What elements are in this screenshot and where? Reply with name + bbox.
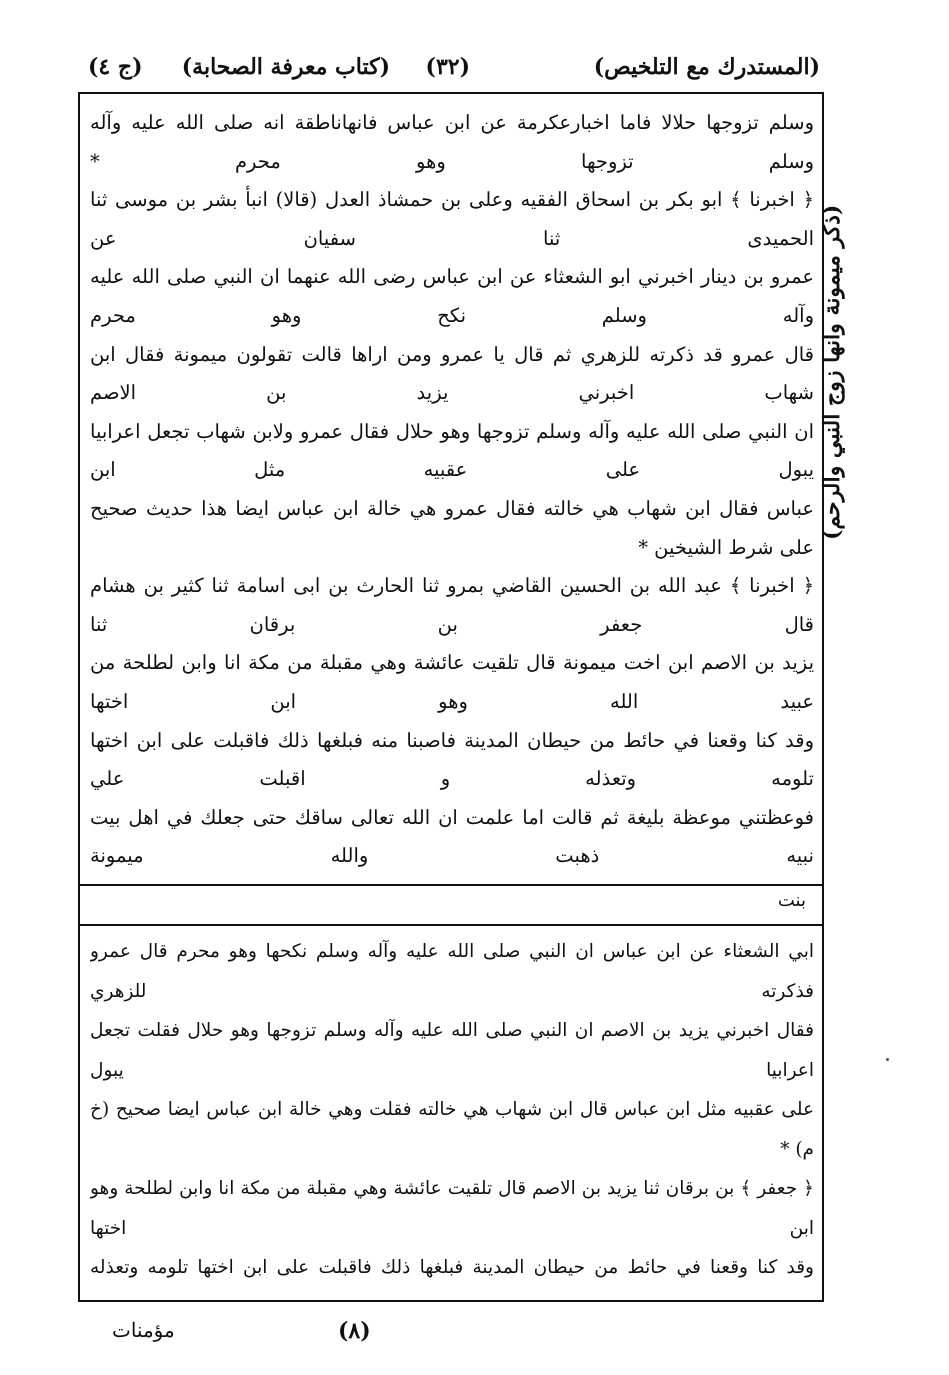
- text-line: وقد كنا وقعنا في حائط من حيطان المدينة فبلغها ذلك فاقبلت على ابن اختها تلومه وتعذله: [90, 1257, 814, 1278]
- catchword-upper: بنت: [777, 890, 806, 911]
- text-line: يزيد بن الاصم ابن اخت ميمونة قال تلقيت عائشة وهي مقبلة من مكة انا وابن لطلحة من عبيد الله وهو ابن اختها: [90, 651, 814, 713]
- chapter-title: (كتاب معرفة الصحابة): [181, 54, 390, 80]
- text-frame: [78, 92, 824, 1302]
- section-divider: [80, 884, 822, 886]
- text-line: على عقبيه مثل ابن عباس قال ابن شهاب هي خالته فقلت وهي خالة ابن عباس ايضا صحيح (خ م) *: [90, 1099, 814, 1160]
- text-line: وقد كنا وقعنا في حائط من حيطان المدينة فاصبنا منه فبلغها ذلك فاقبلت على ابن اختها تلومه وتعذله و اقبلت علي: [90, 728, 814, 791]
- text-line: ابي الشعثاء عن ابن عباس ان النبي صلى الله عليه وآله وسلم نكحها وهو محرم قال عمرو فذكرته للزهري: [90, 941, 814, 1002]
- catchword-footer: مؤمنات: [112, 1318, 175, 1342]
- text-line: ﴿ اخبرنا ﴾ ابو بكر بن اسحاق الفقيه وعلى بن حمشاذ العدل (قالا) انبأ بشر بن موسى ثنا الحميدى ثنا سفيان عن: [90, 188, 814, 250]
- text-line: فوعظتني موعظة بليغة ثم قالت اما علمت ان الله تعالى ساقك حتى جعلك في اهل بيت نبيه ذهبت والله ميمونة: [90, 805, 814, 868]
- page-header: [78, 48, 826, 94]
- scan-speck: [886, 1058, 889, 1061]
- text-line: [90, 876, 814, 884]
- main-text: [90, 104, 814, 884]
- text-line: فقال اخبرني يزيد بن الاصم ان النبي صلى الله عليه وآله وسلم تزوجها وهو حلال فقلت تجعل اعرابيا يبول: [90, 1020, 814, 1081]
- folio-number: (٨): [338, 1318, 371, 1344]
- summary-text: [90, 932, 814, 1294]
- text-line: عباس فقال ابن شهاب هي خالته فقال عمرو هي خالة ابن عباس ايضا هذا حديث صحيح على شرط الشيخين *: [90, 496, 814, 559]
- text-line: وسلم تزوجها حلالا فاما اخبارعكرمة عن ابن عباس فانهاناطقة انه صلى الله عليه وآله وسلم تزوجها وهو محرم *: [90, 111, 814, 173]
- page-number: (٣٢): [425, 54, 470, 80]
- text-line: ﴿ جعفر ﴾ بن برقان ثنا يزيد بن الاصم قال تلقيت عائشة وهي مقبلة من مكة انا وابن لطلحة وهو ابن اختها: [90, 1178, 814, 1239]
- book-title: (المستدرك مع التلخيص): [593, 54, 820, 80]
- text-line: عمرو بن دينار اخبرني ابو الشعثاء عن ابن عباس رضى الله عنهما ان النبي صلى الله عليه وآله وسلم نكح وهو محرم: [90, 265, 814, 327]
- text-line: قال عمرو قد ذكرته للزهري ثم قال يا عمرو ومن اراها قالت تقولون ميمونة فقال ابن شهاب اخبرني يزيد بن الاصم: [90, 342, 814, 405]
- section-divider: [80, 924, 822, 926]
- text-line: ﴿ اخبرنا ﴾ عبد الله بن الحسين القاضي بمرو ثنا الحارث بن ابى اسامة ثنا كثير بن هشام قال جعفر بن برقان ثنا: [90, 574, 814, 636]
- text-line: ان النبي صلى الله عليه وآله وسلم تزوجها وهو حلال فقال عمرو ولابن شهاب تجعل اعرابيا يبول على عقبيه مثل ابن: [90, 419, 814, 482]
- margin-note: (ذكر ميمونة وانها زوج النبي والرحم): [819, 204, 845, 540]
- volume-label: (ج ٤): [88, 54, 143, 80]
